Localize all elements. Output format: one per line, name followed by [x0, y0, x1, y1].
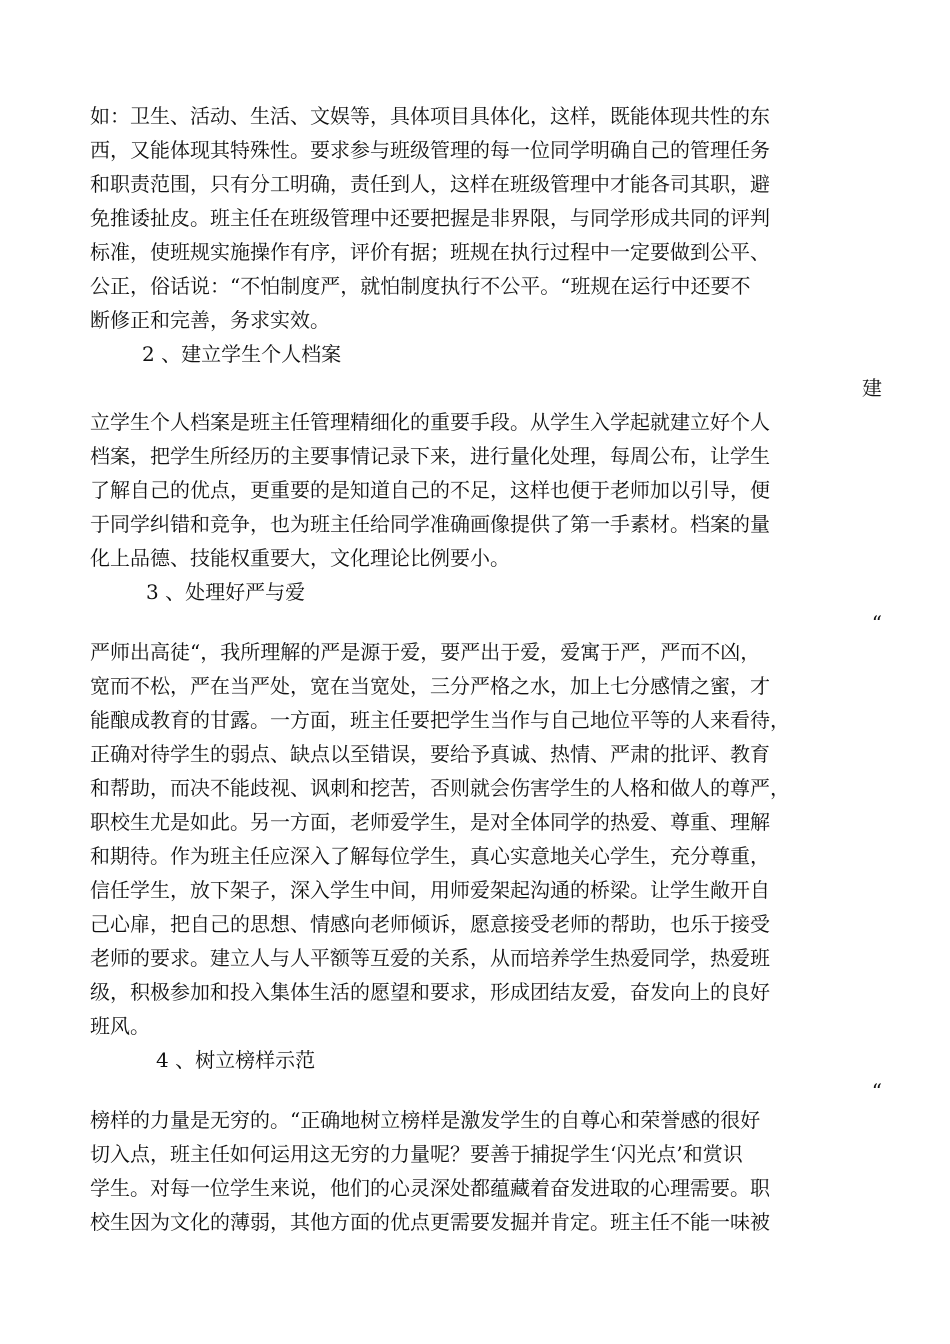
- text-line: 宽而不松，严在当严处，宽在当宽处，三分严格之水，加上七分感情之蜜，才: [90, 674, 770, 698]
- text-line: 了解自己的优点，更重要的是知道自己的不足，这样也便于老师加以引导，便: [90, 478, 770, 502]
- lead-character: “: [871, 611, 882, 635]
- text-line: 和职责范围，只有分工明确，责任到人，这样在班级管理中才能各司其职，避: [90, 172, 770, 196]
- text-line: 级，积极参加和投入集体生活的愿望和要求，形成团结友爱，奋发向上的良好: [90, 980, 770, 1004]
- section-heading: 2 、建立学生个人档案: [142, 342, 342, 366]
- text-line: 严师出高徒“，我所理解的严是源于爱，要严出于爱，爱寓于严，严而不凶，: [90, 640, 761, 664]
- text-line: 西，又能体现其特殊性。要求参与班级管理的每一位同学明确自己的管理任务: [90, 138, 770, 162]
- text-line: 如：卫生、活动、生活、文娱等，具体项目具体化，这样，既能体现共性的东: [90, 104, 770, 128]
- text-line: 档案，把学生所经历的主要事情记录下来，进行量化处理，每周公布，让学生: [90, 444, 770, 468]
- text-line: 化上品德、技能权重要大，文化理论比例要小。: [90, 546, 510, 570]
- text-line: 和期待。作为班主任应深入了解每位学生，真心实意地关心学生，充分尊重，: [90, 844, 770, 868]
- text-line: 于同学纠错和竞争，也为班主任给同学准确画像提供了第一手素材。档案的量: [90, 512, 770, 536]
- text-line: 榜样的力量是无穷的。“正确地树立榜样是激发学生的自尊心和荣誉感的很好: [90, 1108, 761, 1132]
- lead-character: 建: [862, 376, 882, 400]
- text-line: 己心扉，把自己的思想、情感向老师倾诉，愿意接受老师的帮助，也乐于接受: [90, 912, 770, 936]
- text-line: 正确对待学生的弱点、缺点以至错误，要给予真诚、热情、严肃的批评、教育: [90, 742, 770, 766]
- text-line: 信任学生，放下架子，深入学生中间，用师爱架起沟通的桥梁。让学生敞开自: [90, 878, 770, 902]
- text-line: 班风。: [90, 1014, 150, 1038]
- section-heading: 3 、处理好严与爱: [146, 580, 306, 604]
- text-line: 职校生尤是如此。另一方面，老师爱学生，是对全体同学的热爱、尊重、理解: [90, 810, 770, 834]
- text-line: 和帮助，而决不能歧视、讽刺和挖苦，否则就会伤害学生的人格和做人的尊严，: [90, 776, 790, 800]
- text-line: 断修正和完善，务求实效。: [90, 308, 330, 332]
- text-line: 标准，使班规实施操作有序，评价有据；班规在执行过程中一定要做到公平、: [90, 240, 770, 264]
- text-line: 立学生个人档案是班主任管理精细化的重要手段。从学生入学起就建立好个人: [90, 410, 770, 434]
- text-line: 校生因为文化的薄弱，其他方面的优点更需要发掘并肯定。班主任不能一味被: [90, 1210, 770, 1234]
- text-line: 老师的要求。建立人与人平额等互爱的关系，从而培养学生热爱同学，热爱班: [90, 946, 770, 970]
- text-line: 切入点，班主任如何运用这无穷的力量呢？要善于捕捉学生‘闪光点’和赏识: [90, 1142, 743, 1166]
- lead-character: “: [871, 1079, 882, 1103]
- text-line: 学生。对每一位学生来说，他们的心灵深处都蕴藏着奋发进取的心理需要。职: [90, 1176, 770, 1200]
- text-line: 免推诿扯皮。班主任在班级管理中还要把握是非界限，与同学形成共同的评判: [90, 206, 770, 230]
- text-line: 公正，俗话说：“不怕制度严，就怕制度执行不公平。“班规在运行中还要不: [90, 274, 751, 298]
- section-heading: 4 、树立榜样示范: [156, 1048, 316, 1072]
- text-line: 能酿成教育的甘露。一方面，班主任要把学生当作与自己地位平等的人来看待，: [90, 708, 790, 732]
